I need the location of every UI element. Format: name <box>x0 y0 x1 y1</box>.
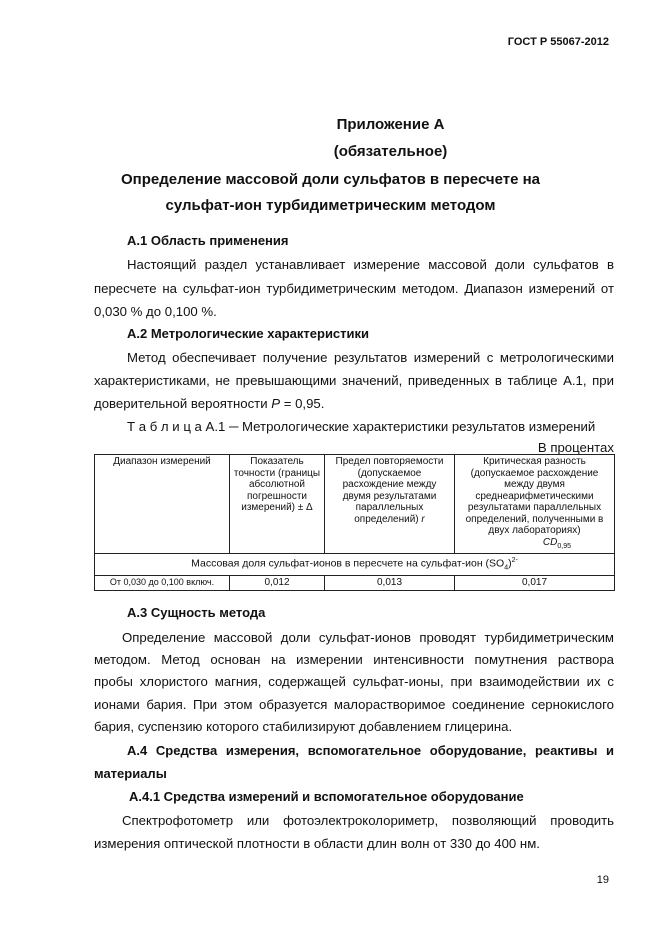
section-a2-text-line: характеристиками, не превышающими значений, приведенных в таблице А.1, при <box>94 373 614 388</box>
section-a1-text-line: пересчете на сульфат-ион турбидиметрическим методом. Диапазон измерений от <box>94 281 614 296</box>
appendix-heading-line-2: сульфат-ион турбидиметрическим методом <box>165 197 496 214</box>
appendix-title: Приложение А <box>336 116 445 133</box>
section-a3-text-line: пробы хлористого магния, содержащей сульфат-ионы, при взаимодействии их с <box>94 674 614 689</box>
section-a3-text-line: методом. Метод основан на измерении интенсивности помутнения раствора <box>94 652 614 667</box>
section-a3-text-line: бария, суспензию которого стабилизируют добавлением глицерина. <box>94 719 513 734</box>
page-number: 19 <box>596 874 609 886</box>
standard-number: ГОСТ Р 55067-2012 <box>507 36 609 48</box>
metrology-table <box>94 454 615 591</box>
table-units: В процентах <box>537 440 614 455</box>
section-a4-heading-cont: материалы <box>94 766 167 781</box>
section-a41-heading: А.4.1 Средства измерений и вспомогательное оборудование <box>129 789 524 804</box>
appendix-heading-line-1: Определение массовой доли сульфатов в пересчете на <box>120 171 541 188</box>
section-a4-heading: А.4 Средства измерения, вспомогательное оборудование, реактивы и <box>127 743 614 758</box>
section-a1-text-line: 0,030 % до 0,100 %. <box>94 304 217 319</box>
table-row <box>95 576 615 591</box>
table-cell-critical: 0,017 <box>455 576 615 591</box>
table-cell-repeatability: 0,013 <box>325 576 455 591</box>
section-a3-heading: А.3 Сущность метода <box>127 605 266 620</box>
table-cell-accuracy: 0,012 <box>230 576 325 591</box>
section-a1-text-line: Настоящий раздел устанавливает измерение массовой доли сульфатов в <box>127 257 614 272</box>
table-header-accuracy: Показатель точности (границы абсолютной погрешности измерений) ± Δ <box>230 455 325 554</box>
section-a41-text-line: измерения оптической плотности в области длин волн от 330 до 400 нм. <box>94 836 540 851</box>
section-a2-text-line: доверительной вероятности P = 0,95. <box>94 396 325 411</box>
appendix-status: (обязательное) <box>333 143 448 160</box>
table-cell-range: От 0,030 до 0,100 включ. <box>95 576 230 591</box>
table-span-row: Массовая доля сульфат-ионов в пересчете на сульфат-ион $(SO_4)^{2-}$ <box>95 554 615 576</box>
table-caption: Т а б л и ц а А.1 ─ Метрологические характеристики результатов измерений <box>127 419 596 434</box>
section-a41-text-line: Спектрофотометр или фотоэлектроколориметр, позволяющий проводить <box>122 813 614 828</box>
section-a3-text-line: ионами бария. При этом образуется малорастворимое соединение сернокислого <box>94 697 614 712</box>
section-a2-heading: А.2 Метрологические характеристики <box>127 326 370 341</box>
section-a2-text-line: Метод обеспечивает получение результатов измерений с метрологическими <box>127 350 614 365</box>
table-header-repeatability: Предел повторяемости (допускаемое расхождение между двумя результатами параллельных определений) r <box>325 455 455 554</box>
table-header-range: Диапазон измерений <box>95 455 230 554</box>
section-a3-text-line: Определение массовой доли сульфат-ионов проводят турбидиметрическим <box>122 630 614 645</box>
table-header-critical-difference: Критическая разность (допускаемое расхождение между двумя среднеарифметическими результатами параллельных определений, полученными в двух лабораториях) $CD_{0,95}$ <box>455 455 615 554</box>
section-a1-heading: А.1 Область применения <box>127 233 289 248</box>
